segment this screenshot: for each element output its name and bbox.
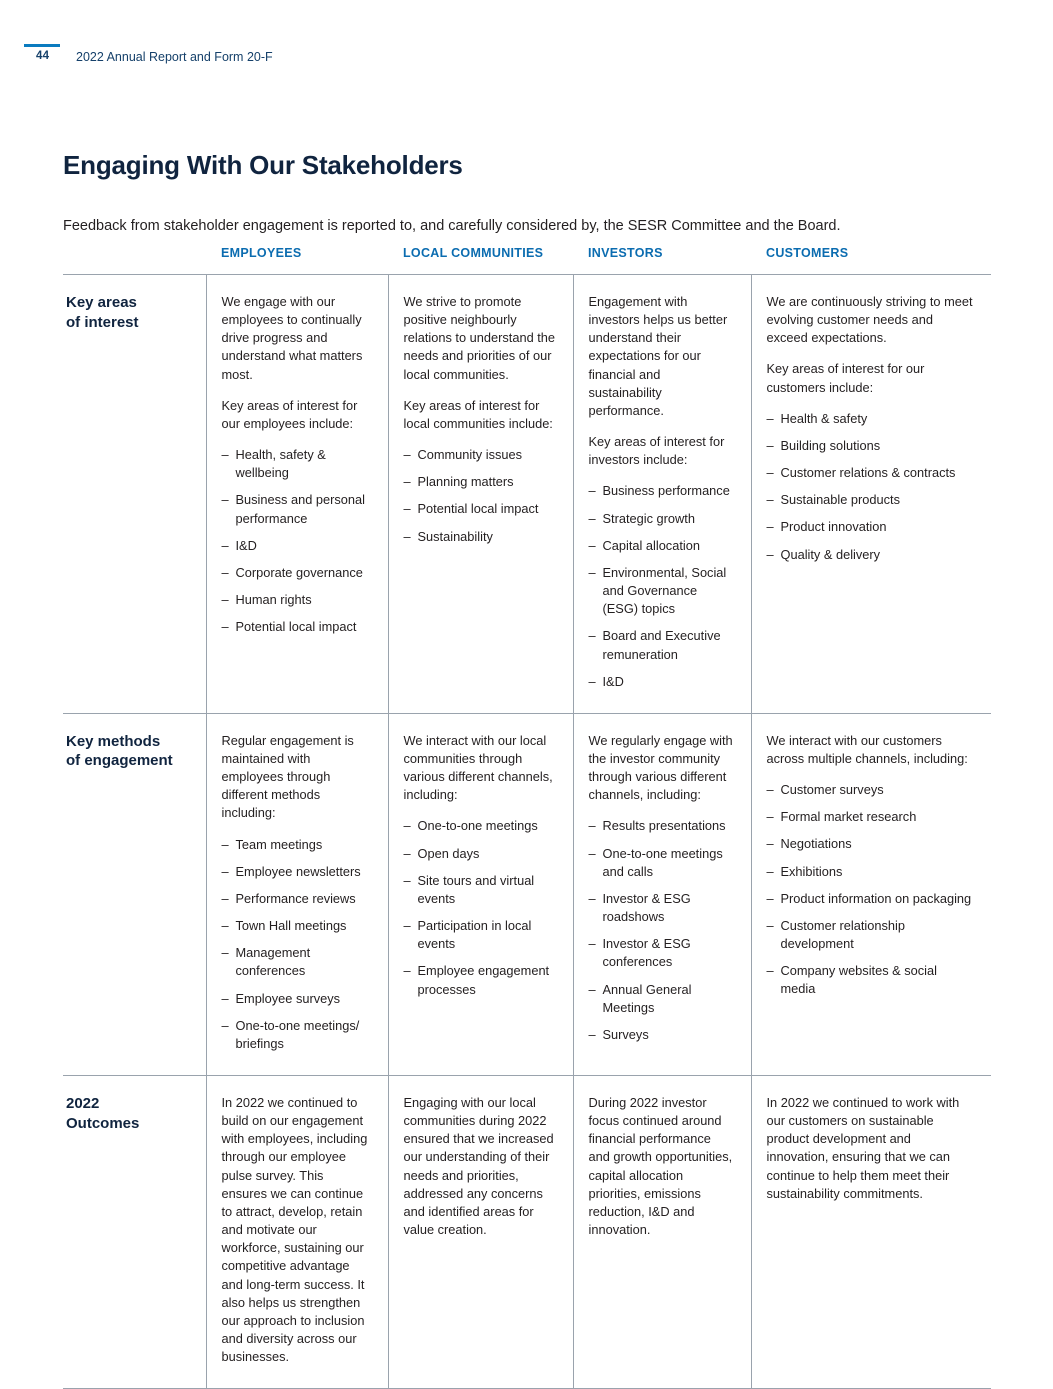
list-item: – Customer surveys [767, 781, 976, 799]
list-item: – Product information on packaging [767, 890, 976, 908]
cell-paragraph: We regularly engage with the investor community through various different channels, including: [588, 732, 733, 803]
cell-paragraph: In 2022 we continued to build on our engagement with employees, including through our employee pulse survey. This ensures we can continue to attract, develop, retain and motivate our workforce, sustaining our competitive advantage and long-term success. It also helps us strengthen our approach to inclusion and diversity across our businesses. [221, 1095, 368, 1365]
list-item: – Employee newsletters [222, 863, 372, 881]
cell-key-methods-investors [573, 713, 751, 1075]
row-label-line-2: Outcomes [66, 1114, 140, 1132]
list-item: – I&D [589, 673, 735, 691]
cell-bullet-list [589, 482, 735, 690]
list-item: – Annual General Meetings [589, 981, 735, 1017]
list-item: – Building solutions [767, 437, 976, 455]
list-item: – Negotiations [767, 835, 976, 853]
cell-paragraph: We are continuously striving to meet evolving customer needs and exceed expectations. [766, 294, 973, 346]
cell-paragraph: In 2022 we continued to work with our customers on sustainable product development and innovation, ensuring that we can continue to help them meet their sustainability commitments. [766, 1095, 960, 1201]
list-item: – Business and personal performance [222, 491, 372, 527]
cell-paragraph: We engage with our employees to continually drive progress and understand what matters most. [221, 294, 363, 382]
list-item: – Investor & ESG conferences [589, 935, 735, 971]
cell-key-methods-local-communities [388, 713, 573, 1075]
list-item: – Performance reviews [222, 890, 372, 908]
intro-paragraph: Feedback from stakeholder engagement is reported to, and carefully considered by, the SESR Committee and the Board. [63, 217, 841, 234]
list-item: – Planning matters [404, 473, 557, 491]
list-item: – Board and Executive remuneration [589, 627, 735, 663]
cell-paragraph: Key areas of interest for investors include: [588, 434, 725, 468]
row-label-line-2: of engagement [66, 752, 173, 770]
list-item: – Team meetings [222, 836, 372, 854]
cell-key-methods-customers [751, 713, 991, 1075]
cell-paragraph: We interact with our local communities through various different channels, including: [403, 732, 553, 803]
list-item: – Capital allocation [589, 537, 735, 555]
column-header-blank [63, 246, 206, 275]
list-item: – Management conferences [222, 944, 372, 980]
list-item: – Participation in local events [404, 917, 557, 953]
table-header-row [63, 246, 991, 275]
list-item: – Investor & ESG roadshows [589, 890, 735, 926]
cell-bullet-list [404, 446, 557, 546]
list-item: – Quality & delivery [767, 546, 976, 564]
list-item: – Town Hall meetings [222, 917, 372, 935]
list-item: – Results presentations [589, 817, 735, 835]
row-label-line-2: of interest [66, 313, 139, 331]
cell-paragraph: During 2022 investor focus continued around financial performance and growth opportunities, capital allocation priorities, emissions reduction, I&D and innovation. [588, 1095, 733, 1238]
cell-paragraph: We interact with our customers across multiple channels, including: [766, 732, 968, 766]
page-number: 44 [36, 50, 50, 62]
cell-paragraph: Engagement with investors helps us better understand their expectations for our financial and sustainability performance. [588, 294, 728, 418]
column-header-local-communities: LOCAL COMMUNITIES [403, 246, 544, 260]
cell-key-areas-investors [573, 275, 751, 714]
cell-paragraph: Regular engagement is maintained with employees through different methods including: [221, 732, 354, 821]
cell-bullet-list [222, 836, 372, 1053]
row-label-line-1: 2022 [66, 1095, 100, 1112]
list-item: – Potential local impact [222, 618, 372, 636]
list-item: – One-to-one meetings and calls [589, 845, 735, 881]
list-item: – Sustainable products [767, 491, 976, 509]
stakeholders-table-wrap [63, 246, 991, 1389]
cell-bullet-list [404, 817, 557, 998]
list-item: – Surveys [589, 1026, 735, 1044]
cell-outcomes-employees [206, 1076, 388, 1389]
column-header-employees: EMPLOYEES [221, 246, 302, 260]
list-item: – Health & safety [767, 410, 976, 428]
list-item: – Customer relationship development [767, 917, 976, 953]
cell-key-areas-customers [751, 275, 991, 714]
table-row [63, 713, 991, 1075]
list-item: – Site tours and virtual events [404, 872, 557, 908]
list-item: – Formal market research [767, 808, 976, 826]
table-row [63, 275, 991, 714]
cell-bullet-list [222, 446, 372, 636]
stakeholders-table [63, 246, 991, 1389]
cell-key-areas-employees [206, 275, 388, 714]
list-item: – Exhibitions [767, 863, 976, 881]
cell-key-areas-local-communities [388, 275, 573, 714]
page-title: Engaging With Our Stakeholders [63, 150, 463, 181]
column-header-investors: INVESTORS [588, 246, 663, 260]
list-item: – Environmental, Social and Governance (ESG) topics [589, 564, 735, 618]
cell-bullet-list [589, 817, 735, 1044]
cell-paragraph: We strive to promote positive neighbourly relations to understand the needs and priorities of our local communities. [403, 294, 556, 382]
list-item: – Sustainability [404, 528, 557, 546]
cell-paragraph: Engaging with our local communities during 2022 ensured that we increased our understanding of their needs and priorities, addressed any concerns and identified areas for value creation. [403, 1095, 554, 1238]
cell-outcomes-local-communities [388, 1076, 573, 1389]
list-item: – Employee surveys [222, 990, 372, 1008]
column-header-customers: CUSTOMERS [766, 246, 849, 260]
cell-paragraph: Key areas of interest for our customers include: [766, 361, 925, 395]
list-item: – I&D [222, 537, 372, 555]
list-item: – One-to-one meetings [404, 817, 557, 835]
list-item: – Strategic growth [589, 510, 735, 528]
list-item: – One-to-one meetings/ briefings [222, 1017, 372, 1053]
row-label-2022-outcomes [63, 1076, 206, 1389]
table-row [63, 1076, 991, 1389]
list-item: – Health, safety & wellbeing [222, 446, 372, 482]
table-body [63, 275, 991, 1389]
cell-outcomes-investors [573, 1076, 751, 1389]
cell-outcomes-customers [751, 1076, 991, 1389]
row-label-key-areas [63, 275, 206, 714]
list-item: – Business performance [589, 482, 735, 500]
row-label-line-1: Key methods [66, 732, 161, 750]
row-label-line-1: Key areas [66, 294, 137, 311]
list-item: – Customer relations & contracts [767, 464, 976, 482]
cell-bullet-list [767, 781, 976, 998]
list-item: – Company websites & social media [767, 962, 976, 998]
list-item: – Community issues [404, 446, 557, 464]
list-item: – Employee engagement processes [404, 962, 557, 998]
row-label-key-methods [63, 713, 206, 1075]
cell-paragraph: Key areas of interest for local communities include: [403, 397, 553, 431]
list-item: – Open days [404, 845, 557, 863]
list-item: – Product innovation [767, 518, 976, 536]
running-title: 2022 Annual Report and Form 20-F [76, 50, 273, 64]
list-item: – Human rights [222, 591, 372, 609]
cell-key-methods-employees [206, 713, 388, 1075]
page-header [0, 44, 1053, 72]
header-accent-rule [24, 44, 60, 47]
list-item: – Corporate governance [222, 564, 372, 582]
cell-paragraph: Key areas of interest for our employees include: [221, 397, 358, 431]
cell-bullet-list [767, 410, 976, 564]
list-item: – Potential local impact [404, 500, 557, 518]
